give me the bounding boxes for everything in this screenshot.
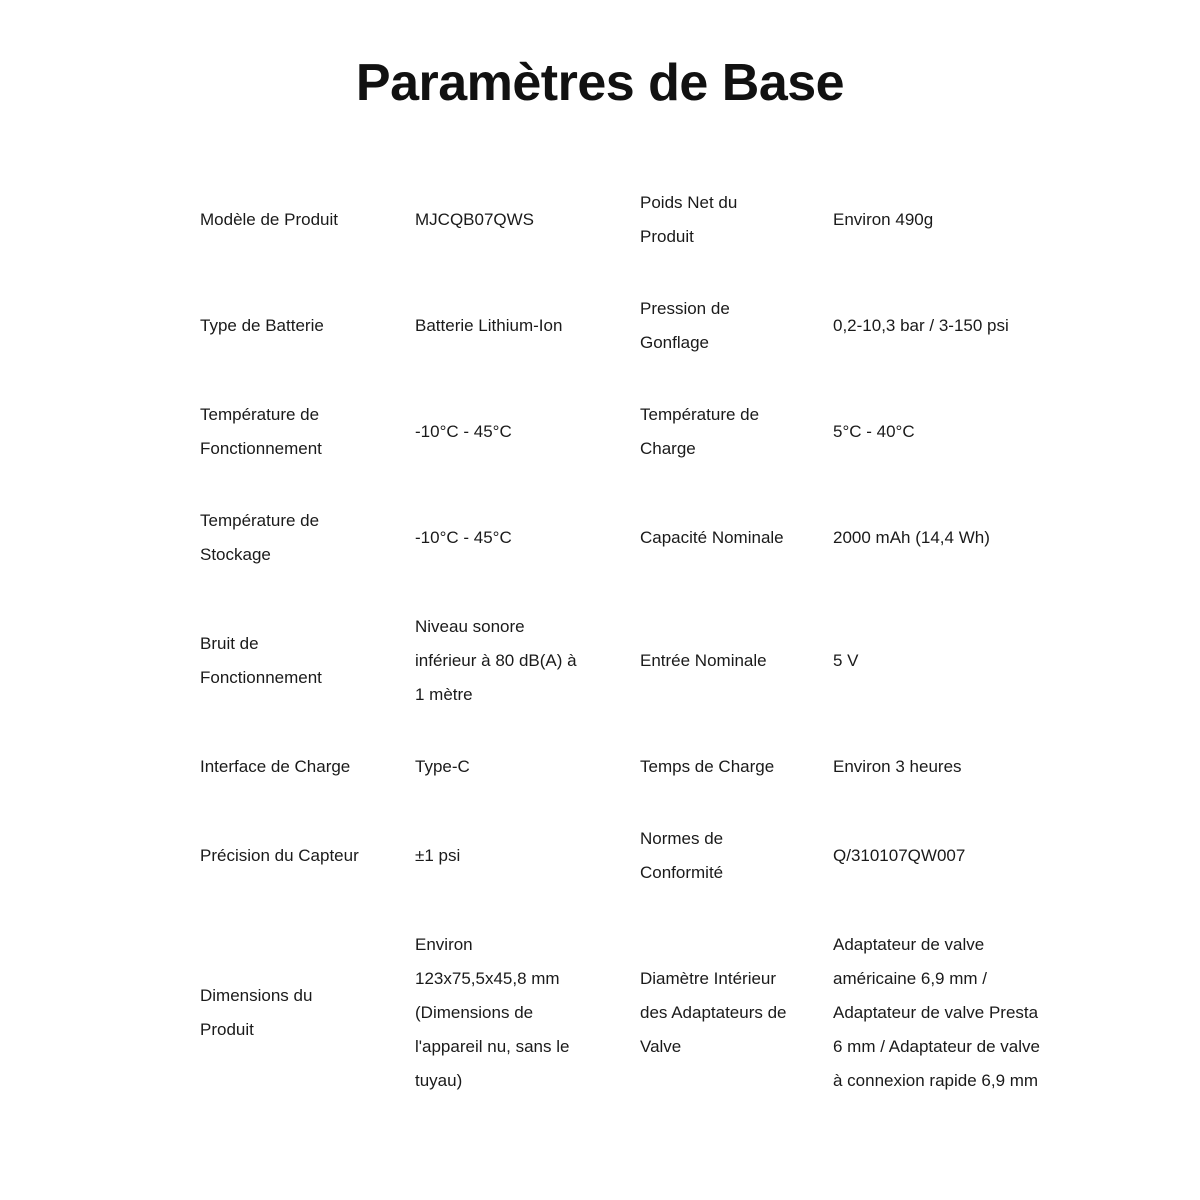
spec-label [640, 273, 833, 379]
spec-label [200, 731, 415, 803]
spec-value [415, 591, 640, 731]
spec-value-text: MJCQB07QWS [415, 210, 535, 229]
spec-value-text: Type-C [415, 757, 470, 776]
spec-value-text: Q/310107QW007 [833, 846, 966, 865]
spec-label [640, 803, 833, 909]
spec-value [415, 909, 640, 1117]
specifications-table [200, 186, 1045, 1117]
table-row [200, 909, 1045, 1117]
table-row [200, 803, 1045, 909]
spec-value-text: 5 V [833, 651, 859, 670]
spec-label-text: Poids Net du Produit [640, 193, 738, 246]
page-title: Paramètres de Base [355, 54, 845, 112]
table-row [200, 379, 1045, 485]
spec-value-text: 0,2-10,3 bar / 3-150 psi [833, 316, 1009, 335]
spec-label [640, 186, 833, 273]
spec-value [833, 731, 1045, 803]
spec-label [200, 591, 415, 731]
spec-value [415, 186, 640, 273]
spec-label [640, 591, 833, 731]
spec-value-text: ±1 psi [415, 846, 461, 865]
spec-value-text: 2000 mAh (14,4 Wh) [833, 528, 990, 547]
spec-value [833, 273, 1045, 379]
spec-value [833, 379, 1045, 485]
spec-label-text: Modèle de Produit [200, 210, 338, 229]
spec-label-text: Diamètre Intérieur des Adaptateurs de Valve [640, 969, 787, 1056]
spec-value-text: Batterie Lithium-Ion [415, 316, 563, 335]
spec-value [833, 485, 1045, 591]
spec-label [200, 803, 415, 909]
spec-label-text: Température de Fonctionnement [200, 405, 322, 458]
spec-value [415, 379, 640, 485]
spec-value-text: -10°C - 45°C [415, 422, 512, 441]
spec-label-text: Type de Batterie [200, 316, 324, 335]
spec-value [833, 186, 1045, 273]
spec-label-text: Dimensions du Produit [200, 986, 313, 1039]
spec-label-text: Normes de Conformité [640, 829, 724, 882]
spec-value-text: 5°C - 40°C [833, 422, 915, 441]
specifications-table-body [200, 186, 1045, 1117]
table-row [200, 591, 1045, 731]
spec-label-text: Capacité Nominale [640, 528, 784, 547]
spec-label [640, 485, 833, 591]
spec-label-text: Précision du Capteur [200, 846, 359, 865]
spec-value [415, 485, 640, 591]
spec-label [200, 186, 415, 273]
spec-value-text: -10°C - 45°C [415, 528, 512, 547]
spec-label-text: Bruit de Fonctionnement [200, 634, 322, 687]
spec-value [415, 803, 640, 909]
spec-label-text: Temps de Charge [640, 757, 775, 776]
spec-value-text: Niveau sonore inférieur à 80 dB(A) à 1 mètre [415, 617, 577, 704]
table-row [200, 731, 1045, 803]
spec-value [415, 273, 640, 379]
spec-label [640, 909, 833, 1117]
spec-value-text: Adaptateur de valve américaine 6,9 mm / Adaptateur de valve Presta 6 mm / Adaptateur de valve à connexion rapide 6,9 mm [833, 935, 1040, 1090]
spec-value-text: Environ 490g [833, 210, 934, 229]
spec-label-text: Pression de Gonflage [640, 299, 730, 352]
spec-label-text: Température de Charge [640, 405, 760, 458]
spec-value [833, 591, 1045, 731]
table-row [200, 273, 1045, 379]
spec-label [200, 273, 415, 379]
spec-label-text: Entrée Nominale [640, 651, 767, 670]
spec-label [640, 379, 833, 485]
spec-label-text: Température de Stockage [200, 511, 320, 564]
spec-value [833, 803, 1045, 909]
spec-label [200, 909, 415, 1117]
spec-value [833, 909, 1045, 1117]
spec-label [200, 485, 415, 591]
table-row [200, 485, 1045, 591]
spec-label [200, 379, 415, 485]
spec-label [640, 731, 833, 803]
spec-value-text: Environ 123x75,5x45,8 mm (Dimensions de l'appareil nu, sans le tuyau) [415, 935, 570, 1090]
spec-label-text: Interface de Charge [200, 757, 351, 776]
spec-value-text: Environ 3 heures [833, 757, 962, 776]
spec-value [415, 731, 640, 803]
table-row [200, 186, 1045, 273]
